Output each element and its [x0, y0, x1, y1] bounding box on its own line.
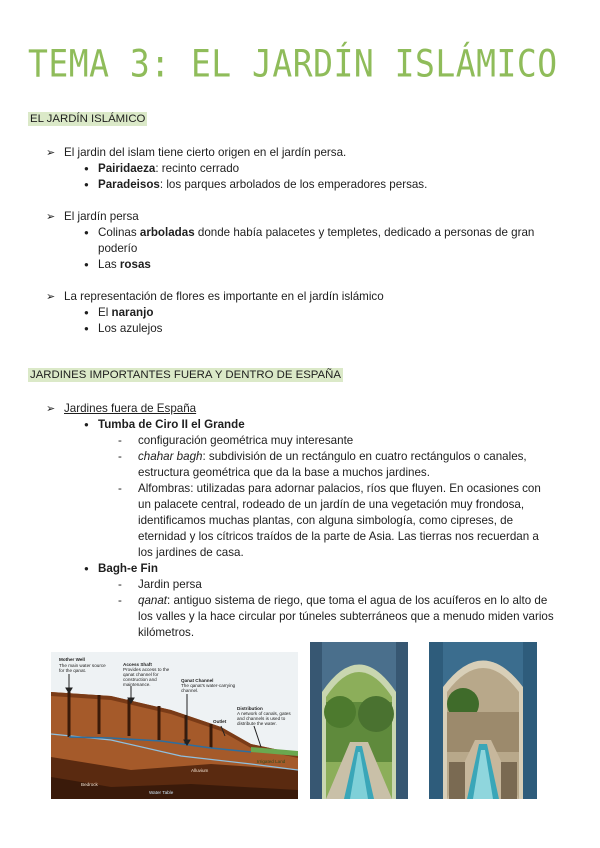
- sub-list-item: ● Las rosas: [84, 258, 151, 271]
- dash-item-cont: los valles y la hace circular por túneles subterráneos que a menudo miden varios: [138, 610, 554, 623]
- sub-list-item: ● Paradeisos: los parques arbolados de los emperadores persas.: [84, 178, 428, 191]
- garden-photo-2: [429, 642, 537, 799]
- bullet-icon: ●: [84, 324, 89, 333]
- bullet-icon: ●: [84, 180, 89, 189]
- sub-list-item: ● Pairidaeza: recinto cerrado: [84, 162, 240, 175]
- arrow-bullet-icon: ➢: [46, 291, 56, 303]
- label-alluvium: Alluvium: [191, 768, 209, 773]
- label-bedrock: Bedrock: [81, 782, 98, 787]
- dash-item: - Jardin persa: [118, 578, 202, 591]
- list-item: ➢ Jardines fuera de España: [46, 402, 197, 415]
- dash-item-cont: kilómetros.: [138, 626, 195, 639]
- list-item: ➢ El jardín persa: [46, 210, 139, 223]
- label-dist-desc-2: and channels is used to: [237, 716, 286, 721]
- bullet-icon: ●: [84, 164, 89, 173]
- label-channel-desc-1: The qanat's water-carrying: [181, 683, 236, 688]
- dash-item-cont: estructura geométrica que da la base a muchos jardines.: [138, 466, 430, 479]
- label-water-table: Water Table: [149, 790, 174, 795]
- label-access-desc-4: maintenance.: [123, 682, 151, 687]
- dash-item-cont: un palacete central, rodeado de un jardín de una vegetación muy frondosa,: [138, 498, 525, 511]
- label-access-shaft: Access Shaft: [123, 662, 152, 667]
- label-access-desc-2: qanat channel for: [123, 672, 159, 677]
- label-mother-well: Mother Well: [59, 657, 85, 662]
- label-mother-desc-1: The main water source: [59, 663, 106, 668]
- bullet-icon: ●: [84, 260, 89, 269]
- label-dist-desc-3: distribute the water.: [237, 721, 277, 726]
- label-qanat-channel: Qanat Channel: [181, 678, 214, 683]
- garden-photo-1: [310, 642, 408, 799]
- dash-item: - chahar bagh: subdivisión de un rectángulo en cuatro rectángulos o canales,: [118, 450, 527, 463]
- dash-item-cont: identificamos muchas plantas, con alguna simbología, como cipreses, de: [138, 514, 514, 527]
- label-distribution: Distribution: [237, 706, 263, 711]
- page-title: TEMA 3: EL JARDÍN ISLÁMICO: [28, 42, 558, 86]
- sub-list-item: ● Los azulejos: [84, 322, 163, 335]
- list-item: ➢ El jardin del islam tiene cierto origen en el jardín persa.: [46, 146, 347, 159]
- label-channel-desc-2: channel.: [181, 688, 199, 693]
- label-dist-desc-1: A network of canals, gates: [237, 711, 291, 716]
- dash-item: - configuración geométrica muy interesante: [118, 434, 354, 447]
- dash-item: - Alfombras: utilizadas para adornar palacios, ríos que fluyen. En ocasiones con: [118, 482, 541, 495]
- sub-list-item: ● Tumba de Ciro II el Grande: [84, 418, 245, 431]
- bullet-icon: ●: [84, 420, 89, 429]
- section-heading-islamic-garden: EL JARDÍN ISLÁMICO: [30, 113, 146, 125]
- list-item: ➢ La representación de flores es importante en el jardín islámico: [46, 290, 384, 303]
- label-access-desc-1: Provides access to the: [123, 667, 170, 672]
- label-mother-desc-2: for the qanat.: [59, 668, 87, 673]
- label-access-desc-3: construction and: [123, 677, 157, 682]
- qanat-diagram: [51, 652, 298, 799]
- section-heading-important-gardens: JARDINES IMPORTANTES FUERA Y DENTRO DE ESPAÑA: [30, 369, 341, 381]
- bullet-icon: ●: [84, 228, 89, 237]
- dash-item-cont: eternidad y los cítricos traídos de la parte de Asia. Las tierras nos recuerdan a: [138, 530, 539, 543]
- sub-list-item-cont: poderío: [98, 242, 138, 255]
- bullet-icon: ●: [84, 308, 89, 317]
- sub-list-item: ● El naranjo: [84, 306, 154, 319]
- arrow-bullet-icon: ➢: [46, 147, 56, 159]
- label-irrigated-land: Irrigated Land: [257, 759, 286, 764]
- dash-item-cont: los jardines de casa.: [138, 546, 244, 559]
- sub-list-item: ● Colinas arboladas donde había palacetes y templetes, dedicado a personas de gran: [84, 226, 535, 239]
- bullet-icon: ●: [84, 564, 89, 573]
- dash-item: - qanat: antiguo sistema de riego, que toma el agua de los acuíferos en lo alto de: [118, 594, 548, 607]
- arrow-bullet-icon: ➢: [46, 403, 56, 415]
- label-outlet: Outlet: [213, 719, 227, 724]
- arrow-bullet-icon: ➢: [46, 211, 56, 223]
- sub-list-item: ● Bagh-e Fin: [84, 562, 158, 575]
